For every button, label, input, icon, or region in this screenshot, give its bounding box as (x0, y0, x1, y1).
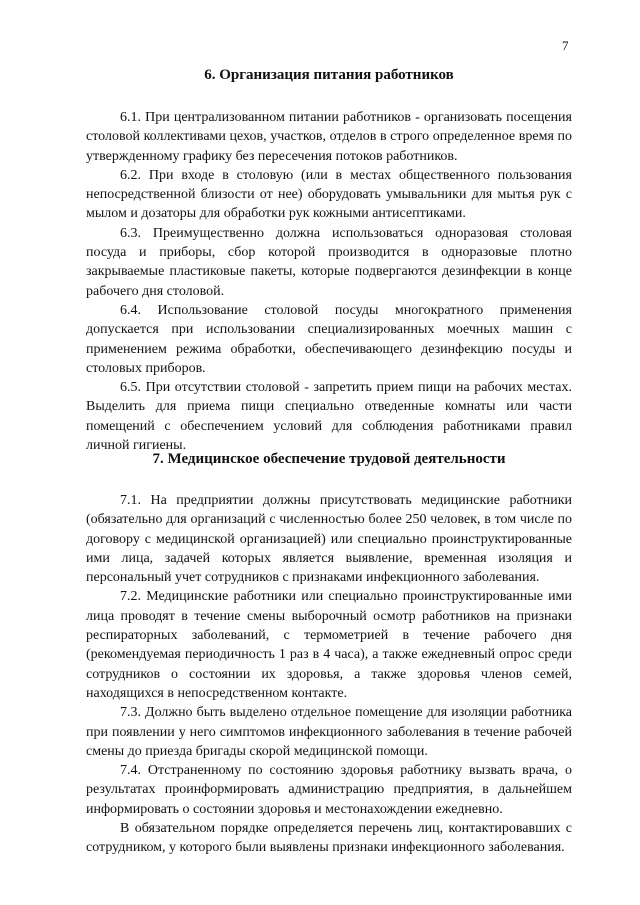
section-6-title: 6. Организация питания работников (204, 67, 454, 83)
paragraph-6-2: 6.2. При входе в столовую (или в местах общественного пользования непосредственной близости от нее) оборудовать умывальники для мытья рук с мылом и дозаторы для обработки рук кожными антисептиками. (86, 167, 572, 222)
paragraph-6-5: 6.5. При отсутствии столовой - запретить прием пищи на рабочих местах. Выделить для приема пищи специально отведенные комнаты или части помещений с обеспечением условий для соблюдения работниками правил личной гигиены. (86, 380, 572, 454)
paragraph-6-3: 6.3. Преимущественно должна использоваться одноразовая столовая посуда и приборы, сбор которой производится в одноразовые плотно закрываемые пластиковые пакеты, которые подвергаются дезинфекции в конце рабочего дня столовой. (86, 225, 572, 299)
section-7-title: 7. Медицинское обеспечение трудовой деятельности (152, 451, 506, 467)
page-number: 7 (562, 38, 569, 53)
paragraph-7-1: 7.1. На предприятии должны присутствовать медицинские работники (обязательно для организаций с численностью более 250 человек, в том числе по договору с медицинской организацией) или специально проинструктированные ими лица, задачей которых является выявление, временная изоляция и персональный учет сотрудников с признаками инфекционного заболевания. (86, 493, 572, 586)
paragraph-7-4: 7.4. Отстраненному по состоянию здоровья работнику вызвать врача, о результатах проинформировать администрацию предприятия, в дальнейшем информировать о состоянии здоровья и местонахождении ежедневно. (86, 763, 572, 817)
paragraph-6-1: 6.1. При централизованном питании работников - организовать посещения столовой коллективами цехов, участков, отделов в строго определенное время по утвержденному графику без пересечения потоков работников. (86, 110, 572, 164)
paragraph-7-2: 7.2. Медицинские работники или специально проинструктированные ими лица проводят в течение смены выборочный осмотр работников на признаки респираторных заболеваний, с термометрией в течение рабочего дня (рекомендуемая периодичность 1 раз в 4 часа), а также ежедневный опрос среди сотрудников о состоянии их здоровья, а также здоровья членов семей, находящихся в непосредственном контакте. (86, 589, 572, 701)
section-7 (86, 449, 572, 858)
section-6 (86, 65, 572, 455)
paragraph-6-4: 6.4. Использование столовой посуды многократного применения допускается при использовании специализированных моечных машин с применением режима обработки, обеспечивающего дезинфекцию посуды и столовых приборов. (86, 302, 572, 376)
paragraph-contacts: В обязательном порядке определяется перечень лиц, контактировавших с сотрудником, у которого были выявлены признаки инфекционного заболевания. (86, 821, 572, 856)
paragraph-7-3: 7.3. Должно быть выделено отдельное помещение для изоляции работника при появлении у него симптомов инфекционного заболевания в течение рабочей смены до приезда бригады скорой медицинской помощи. (86, 705, 572, 759)
